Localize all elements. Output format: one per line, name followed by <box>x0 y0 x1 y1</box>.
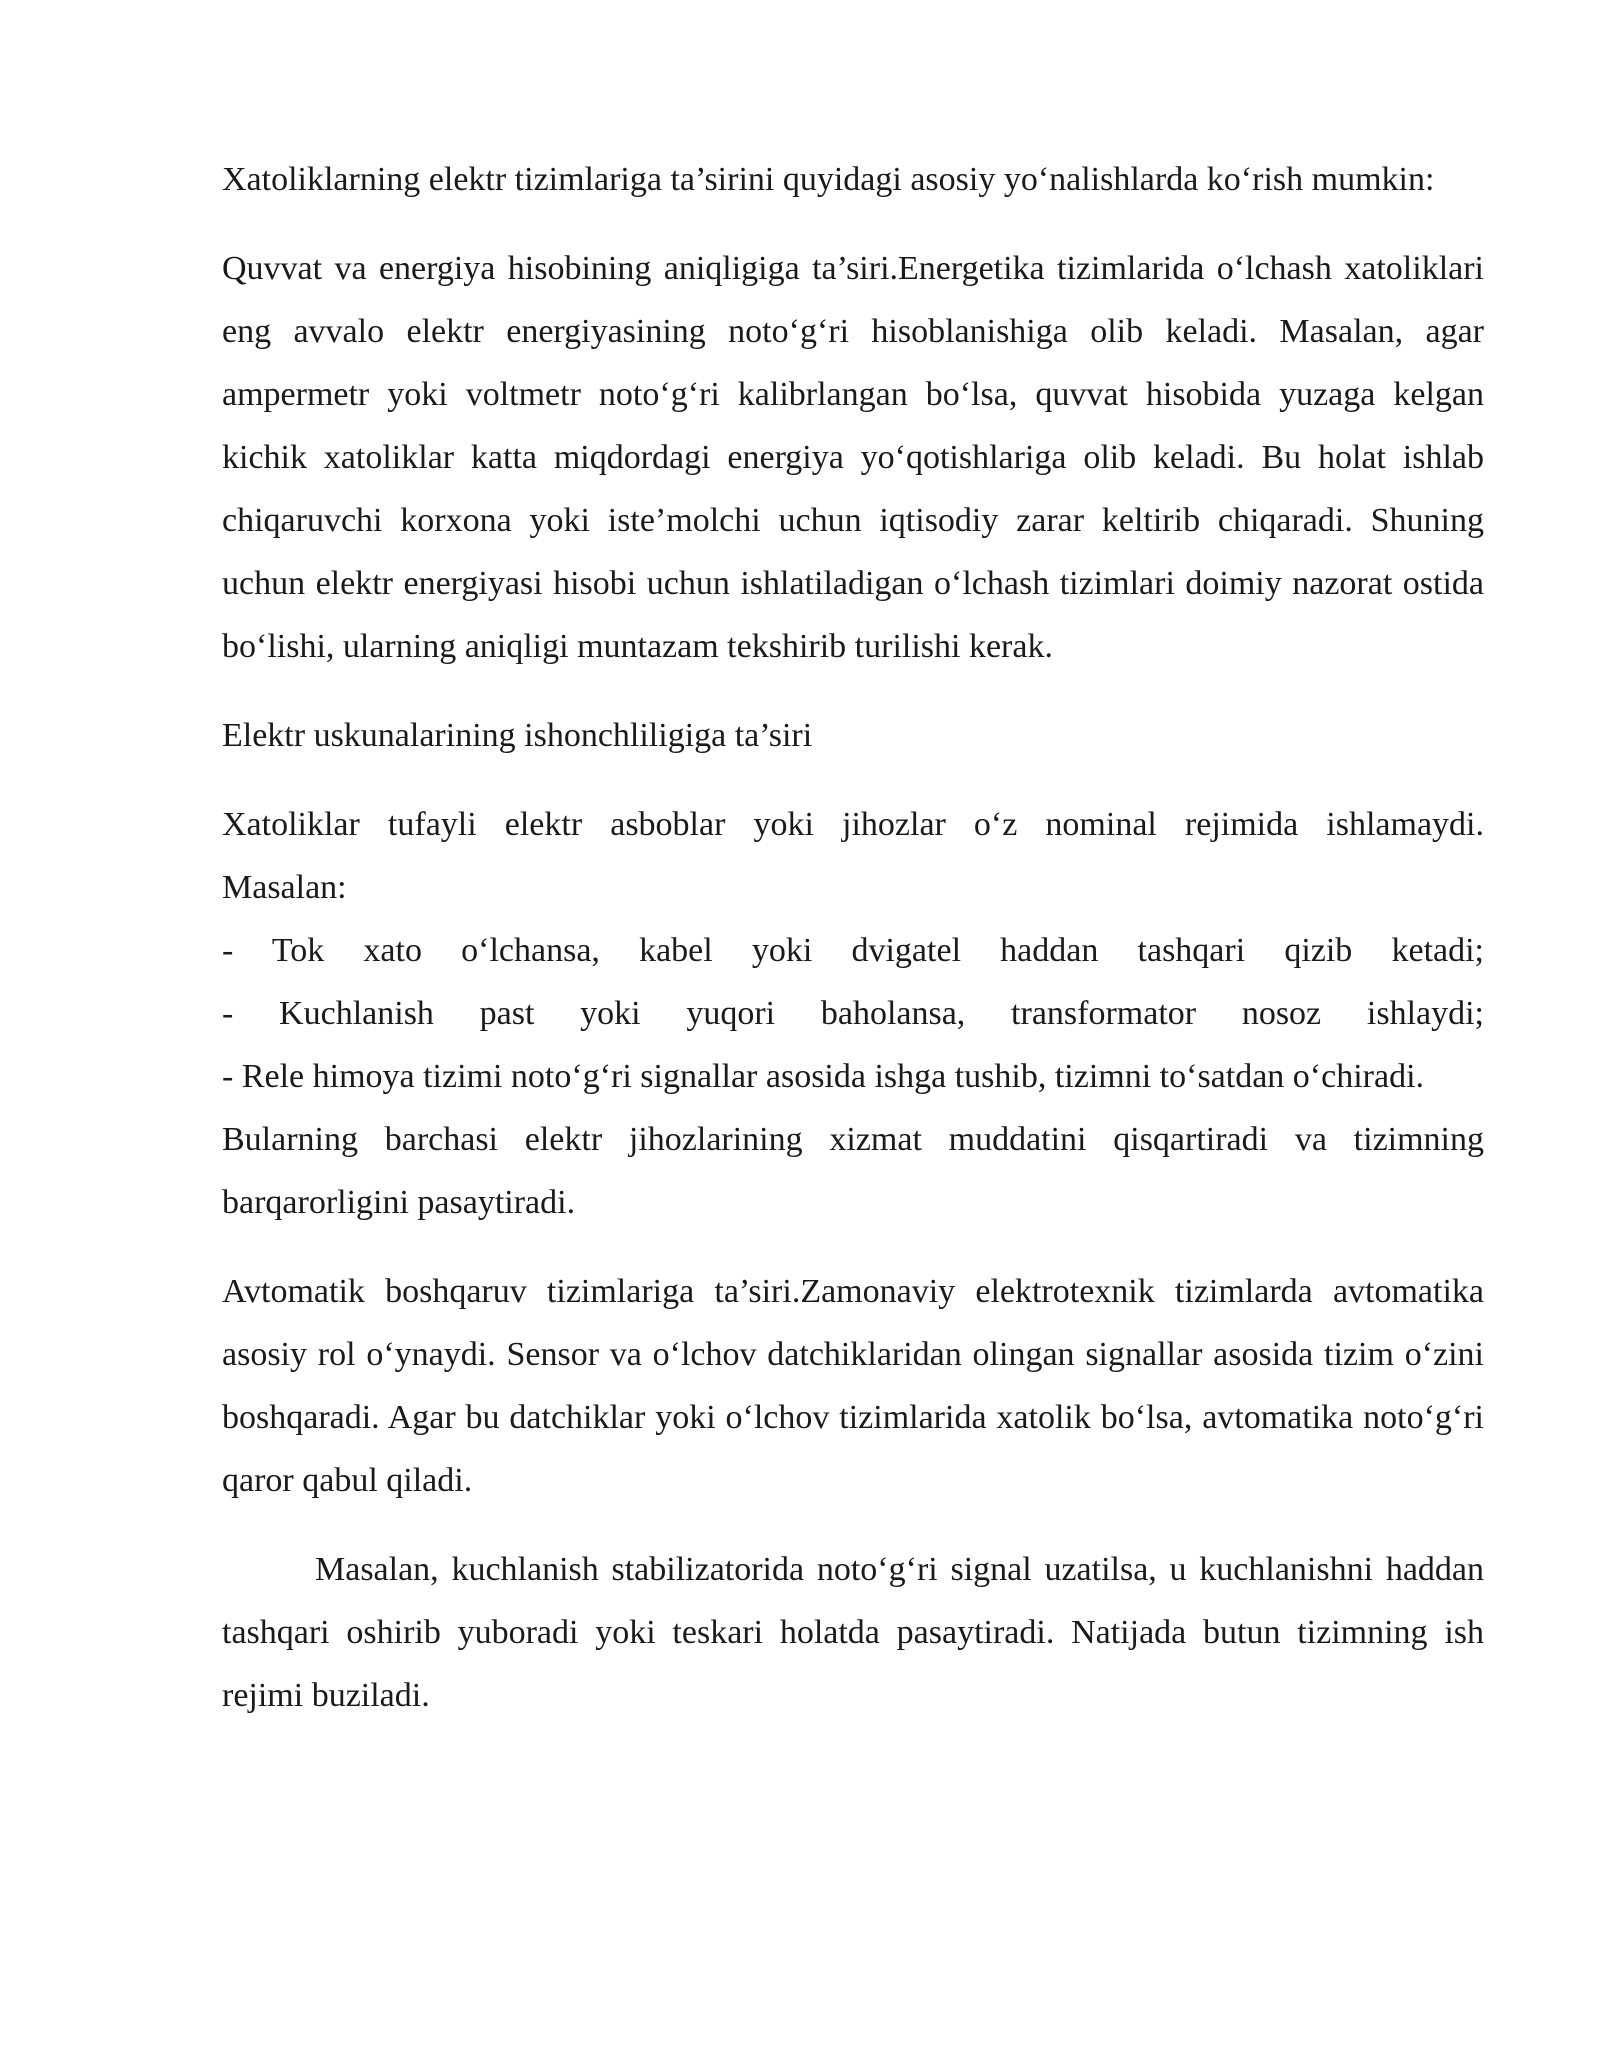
reliability-summary: Bularning barchasi elektr jihozlarining xizmat muddatini qisqartiradi va tizimning barqarorligini pasaytiradi. <box>222 1121 1484 1221</box>
intro-paragraph: Xatoliklarning elektr tizimlariga ta’sirini quyidagi asosiy yo‘nalishlarda ko‘rish mumkin: <box>222 161 1435 198</box>
bullet-item: - Tok xato o‘lchansa, kabel yoki dvigatel haddan tashqari qizib ketadi; <box>222 932 1484 969</box>
reliability-intro: Xatoliklar tufayli elektr asboblar yoki jihozlar o‘z nominal rejimida ishlamaydi. <box>222 806 1484 843</box>
reliability-block <box>222 793 1484 1234</box>
document-page <box>222 148 1484 1727</box>
bullet-item: - Kuchlanish past yoki yuqori baholansa, transformator nosoz ishlaydi; <box>222 995 1484 1032</box>
stabilizer-example-paragraph: Masalan, kuchlanish stabilizatorida noto‘g‘ri signal uzatilsa, u kuchlanishni haddan tashqari oshirib yuboradi yoki teskari holatda pasaytiradi. Natijada butun tizimning ish rejimi buziladi. <box>222 1551 1484 1714</box>
bullet-item: - Rele himoya tizimi noto‘g‘ri signallar asosida ishga tushib, tizimni to‘satdan o‘chiradi. <box>222 1058 1425 1095</box>
example-label: Masalan: <box>222 869 347 906</box>
reliability-heading: Elektr uskunalarining ishonchliligiga ta’siri <box>222 717 813 754</box>
automation-paragraph: Avtomatik boshqaruv tizimlariga ta’siri.Zamonaviy elektrotexnik tizimlarda avtomatika asosiy rol o‘ynaydi. Sensor va o‘lchov datchiklaridan olingan signallar asosida tizim o‘zini boshqaradi. Agar bu datchiklar yoki o‘lchov tizimlarida xatolik bo‘lsa, avtomatika noto‘g‘ri qaror qabul qiladi. <box>222 1273 1484 1499</box>
power-accuracy-paragraph: Quvvat va energiya hisobining aniqligiga ta’siri.Energetika tizimlarida o‘lchash xatoliklari eng avvalo elektr energiyasining noto‘g‘ri hisoblanishiga olib keladi. Masalan, agar ampermetr yoki voltmetr noto‘g‘ri kalibrlangan bo‘lsa, quvvat hisobida yuzaga kelgan kichik xatoliklar katta miqdordagi energiya yo‘qotishlariga olib keladi. Bu holat ishlab chiqaruvchi korxona yoki iste’molchi uchun iqtisodiy zarar keltirib chiqaradi. Shuning uchun elektr energiyasi hisobi uchun ishlatiladigan o‘lchash tizimlari doimiy nazorat ostida bo‘lishi, ularning aniqligi muntazam tekshirib turilishi kerak. <box>222 250 1484 665</box>
